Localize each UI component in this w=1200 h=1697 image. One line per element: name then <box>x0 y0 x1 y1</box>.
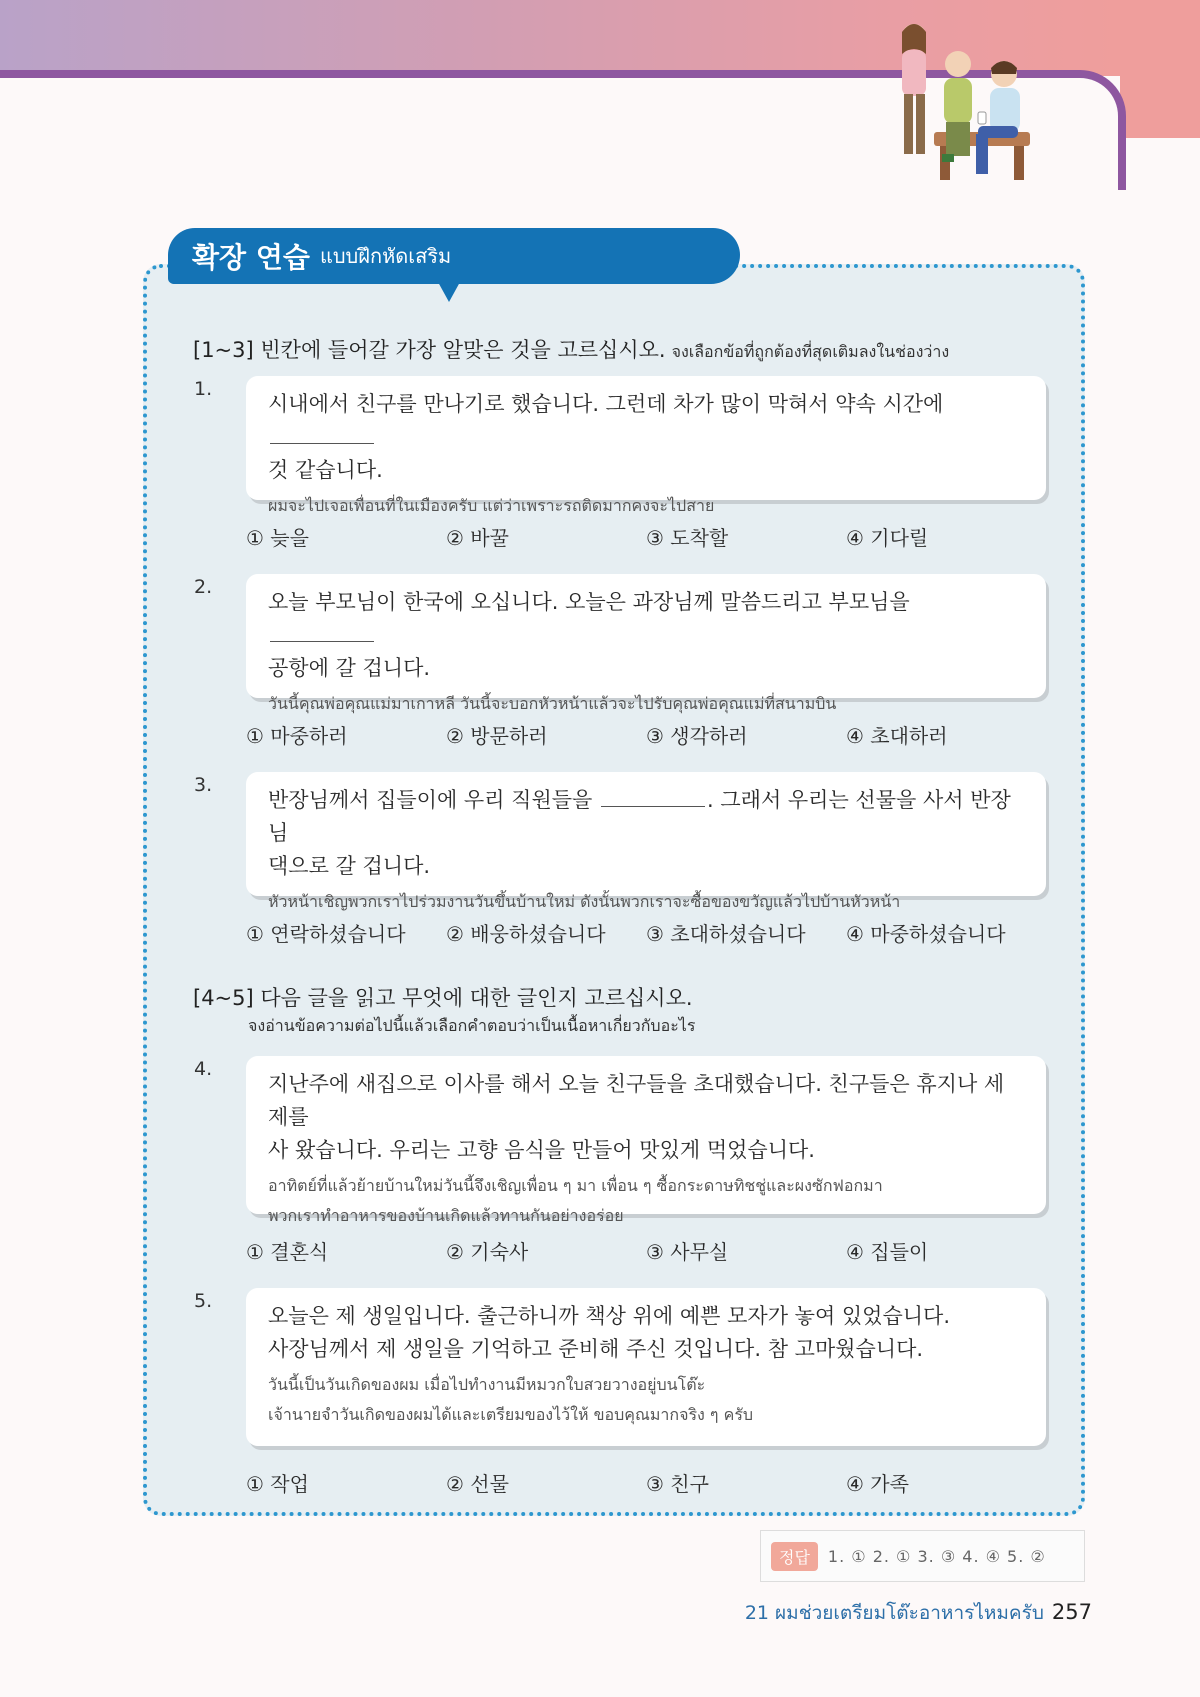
option-4[interactable]: ④ 집들이 <box>846 1240 929 1264</box>
question-number: 3. <box>194 774 213 796</box>
question-number: 5. <box>194 1290 213 1312</box>
option-3[interactable]: ③ 도착할 <box>646 526 729 550</box>
question-translation: ผมจะไปเจอเพื่อนที่ในเมืองครับ แต่ว่าเพราะรถติดมากคงจะไปสาย <box>268 496 715 515</box>
people-on-bench-illustration <box>876 14 1044 198</box>
blank <box>270 421 374 444</box>
question-text: 반장님께서 집들이에 우리 직원들을 . 그래서 우리는 선물을 사서 반장님 댁으로 갈 겁니다. <box>268 784 1024 883</box>
question-box <box>246 772 1046 911</box>
option-1[interactable]: ① 마중하러 <box>246 724 348 748</box>
question-translation: อาทิตย์ที่แล้วย้ายบ้านใหม่วันนี้จึงเชิญเพื่อน ๆ มา เพื่อน ๆ ซื้อกระดาษทิชชู่และผงซักฟอกมา พวกเราทำอาหารของบ้านเกิดแล้วทานกันอย่างอร่อย <box>268 1176 883 1225</box>
answer-key-label: 정답 <box>771 1542 818 1571</box>
part1-instruction-korean: [1~3] 빈칸에 들어갈 가장 알맞은 것을 고르십시오. <box>193 338 666 362</box>
question-number: 2. <box>194 576 213 598</box>
option-4[interactable]: ④ 가족 <box>846 1472 909 1496</box>
part1-instruction-thai: จงเลือกข้อที่ถูกต้องที่สุดเติมลงในช่องว่าง <box>671 342 950 361</box>
option-2[interactable]: ② 배웅하셨습니다 <box>446 922 606 946</box>
section-heading <box>168 228 740 284</box>
question-box <box>246 1288 1046 1446</box>
question-text: 시내에서 친구를 만나기로 했습니다. 그런데 차가 많이 막혀서 약속 시간에 것 같습니다. <box>268 392 944 482</box>
heading-pointer <box>438 282 460 302</box>
blank <box>601 784 705 807</box>
page-footer <box>745 1598 1092 1628</box>
option-4[interactable]: ④ 기다릴 <box>846 526 929 550</box>
answer-key <box>760 1530 1085 1582</box>
option-2[interactable]: ② 기숙사 <box>446 1240 529 1264</box>
option-3[interactable]: ③ 생각하러 <box>646 724 748 748</box>
option-2[interactable]: ② 방문하러 <box>446 724 548 748</box>
option-1[interactable]: ① 작업 <box>246 1472 309 1496</box>
question-box <box>246 376 1046 515</box>
option-2[interactable]: ② 바꿀 <box>446 526 509 550</box>
question-text: 지난주에 새집으로 이사를 해서 오늘 친구들을 초대했습니다. 친구들은 휴지나 세제를 사 왔습니다. 우리는 고향 음식을 만들어 맛있게 먹었습니다. <box>268 1072 1005 1162</box>
chapter-title: 21 ผมช่วยเตรียมโต๊ะอาหารไหมครับ <box>744 1602 1044 1624</box>
page-number: 257 <box>1051 1600 1092 1624</box>
option-1[interactable]: ① 연락하셨습니다 <box>246 922 406 946</box>
question-box <box>246 574 1046 713</box>
section-heading-korean: 확장 연습 <box>192 241 310 274</box>
question-number: 4. <box>194 1058 213 1080</box>
option-1[interactable]: ① 결혼식 <box>246 1240 329 1264</box>
question-text: 오늘 부모님이 한국에 오십니다. 오늘은 과장님께 말씀드리고 부모님을 공항에 갈 겁니다. <box>268 590 910 680</box>
header-band-corner <box>1120 0 1200 138</box>
option-2[interactable]: ② 선물 <box>446 1472 509 1496</box>
option-3[interactable]: ③ 사무실 <box>646 1240 729 1264</box>
header-rule-corner <box>1046 70 1126 190</box>
blank <box>270 619 374 642</box>
question-translation: หัวหน้าเชิญพวกเราไปร่วมงานวันขึ้นบ้านใหม่ ดังนั้นพวกเราจะซื้อของขวัญแล้วไปบ้านหัวหน้า <box>268 892 901 911</box>
part2-instruction: [4~5] 다음 글을 읽고 무엇에 대한 글인지 고르십시오. <box>193 986 693 1010</box>
option-3[interactable]: ③ 친구 <box>646 1472 709 1496</box>
question-text: 오늘은 제 생일입니다. 출근하니까 책상 위에 예쁜 모자가 놓여 있었습니다. 사장님께서 제 생일을 기억하고 준비해 주신 것입니다. 참 고마웠습니다. <box>268 1304 951 1361</box>
part2-instruction-thai: จงอ่านข้อความต่อไปนี้แล้วเลือกคำตอบว่าเป็นเนื้อหาเกี่ยวกับอะไร <box>248 1016 696 1035</box>
question-number: 1. <box>194 378 213 400</box>
answer-key-text: 1. ① 2. ① 3. ③ 4. ④ 5. ② <box>827 1546 1046 1566</box>
option-4[interactable]: ④ 마중하셨습니다 <box>846 922 1006 946</box>
question-translation: วันนี้เป็นวันเกิดของผม เมื่อไปทำงานมีหมวกใบสวยวางอยู่บนโต๊ะ เจ้านายจำวันเกิดของผมได้และเตรียมของไว้ให้ ขอบคุณมากจริง ๆ ครับ <box>268 1375 754 1424</box>
question-translation: วันนี้คุณพ่อคุณแม่มาเกาหลี วันนี้จะบอกหัวหน้าแล้วจะไปรับคุณพ่อคุณแม่ที่สนามบิน <box>268 694 837 713</box>
part1-instruction <box>193 334 949 365</box>
question-box <box>246 1056 1046 1225</box>
option-3[interactable]: ③ 초대하셨습니다 <box>646 922 806 946</box>
section-heading-thai: แบบฝึกหัดเสริม <box>319 244 452 268</box>
option-4[interactable]: ④ 초대하러 <box>846 724 948 748</box>
option-1[interactable]: ① 늦을 <box>246 526 309 550</box>
